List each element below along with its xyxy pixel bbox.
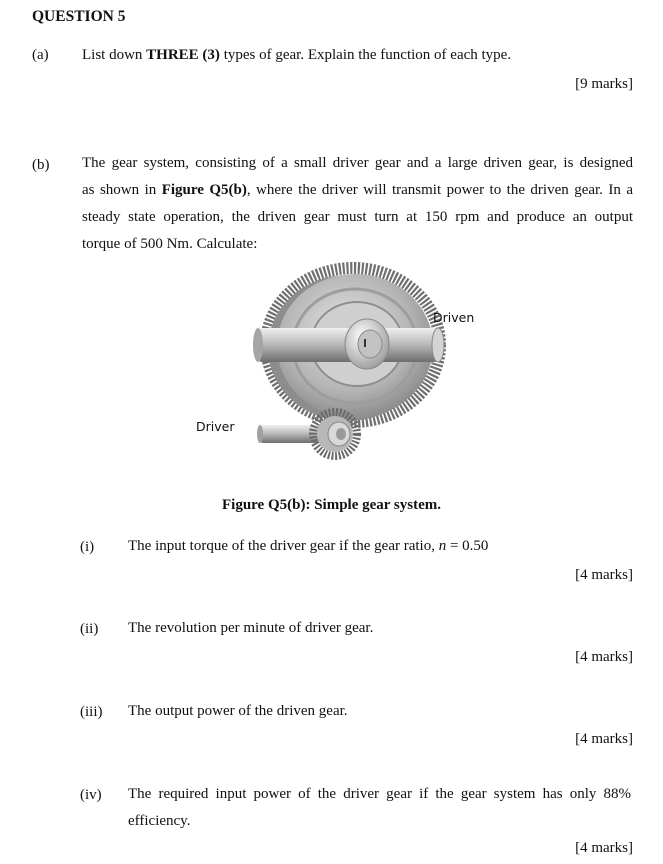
sub-iii-text: The output power of the driven gear. bbox=[128, 703, 348, 719]
sub-iv-line-2: efficiency. bbox=[128, 813, 191, 829]
driver-label: Driver bbox=[196, 419, 235, 434]
part-b-label: (b) bbox=[32, 157, 50, 173]
part-b-line-2-end: , where the driver will transmit power to the driven gear. In a bbox=[246, 182, 633, 198]
question-title: QUESTION 5 bbox=[32, 8, 126, 25]
driver-gear bbox=[313, 412, 357, 456]
part-a-text-start: List down bbox=[82, 47, 147, 63]
driven-hub bbox=[345, 319, 389, 369]
sub-i-marks: [4 marks] bbox=[575, 567, 633, 583]
gear-ratio-variable: n bbox=[438, 538, 447, 554]
part-a-text-bold: THREE (3) bbox=[146, 47, 220, 63]
part-b-line-2-start: as shown in bbox=[82, 182, 162, 198]
part-a-marks: [9 marks] bbox=[575, 76, 633, 92]
part-b-paragraph bbox=[82, 150, 633, 258]
part-b-line-4: torque of 500 Nm. Calculate: bbox=[82, 236, 258, 252]
part-b-line-2 bbox=[82, 177, 633, 204]
sub-iv-marks: [4 marks] bbox=[575, 840, 633, 856]
sub-ii-text: The revolution per minute of driver gear. bbox=[128, 620, 374, 636]
part-a-text-end: types of gear. Explain the function of each type. bbox=[219, 47, 512, 63]
sub-i-text bbox=[128, 533, 488, 560]
sub-iii-label: (iii) bbox=[80, 704, 103, 720]
figure-reference: Figure Q5(b) bbox=[161, 182, 247, 198]
sub-iii-marks: [4 marks] bbox=[575, 731, 633, 747]
sub-iv-line-1: The required input power of the driver gear if the gear system has only 88% bbox=[128, 786, 631, 802]
driven-label: Driven bbox=[433, 310, 475, 325]
part-b-line-1: The gear system, consisting of a small driver gear and a large driven gear, is designed bbox=[82, 155, 633, 171]
gear-figure bbox=[180, 262, 500, 472]
sub-ii-marks: [4 marks] bbox=[575, 649, 633, 665]
sub-i-text-end: = 0.50 bbox=[446, 538, 489, 554]
sub-i-label: (i) bbox=[80, 539, 95, 555]
part-b-line-3: steady state operation, the driven gear must turn at 150 rpm and produce an output bbox=[82, 209, 633, 225]
sub-i-text-start: The input torque of the driver gear if the gear ratio, bbox=[128, 538, 439, 554]
sub-iv-text bbox=[128, 781, 631, 835]
sub-iv-label: (iv) bbox=[80, 787, 102, 803]
part-a-text bbox=[82, 42, 511, 69]
figure-caption: Figure Q5(b): Simple gear system. bbox=[221, 497, 441, 513]
sub-ii-label: (ii) bbox=[80, 621, 99, 637]
part-a-label: (a) bbox=[32, 47, 49, 63]
